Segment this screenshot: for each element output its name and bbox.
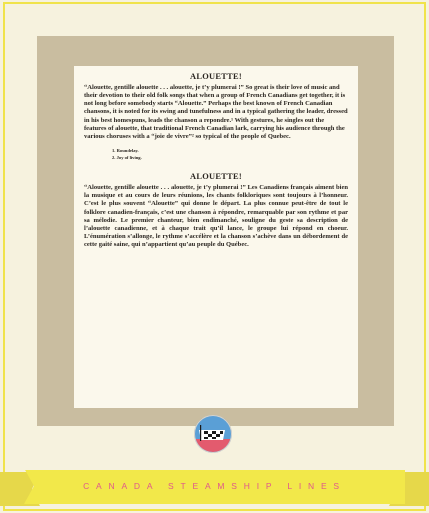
text-card xyxy=(74,66,358,408)
footnotes xyxy=(112,147,348,161)
french-title: ALOUETTE! xyxy=(189,172,243,182)
company-flag-emblem-icon xyxy=(193,414,233,454)
french-body: “Alouette, gentille alouette . . . alouette, je t’y plumerai !” Les Canadiens français aiment bien la musique et au cours de leurs réunions, les chants folkloriques sont toujours à l’honneur. C’est le plus souvent “Alouette” qui donne le départ. La plus connue peut-être de tout le folklore canadien-français, c’est une chanson à répondre, remarquable par son rythme et par sa mélodie. Le premier chanteur, bien endimanché, souligne du geste sa description de l’alouette canadienne, et à chaque trait qu’il lance, le groupe lui répond en choeur. L’énumération s’allonge, le rythme s’accélère et la chanson s’achève dans un débordement de cette gaité saine, qui n’appartient qu’au peuple du Québec. xyxy=(84,184,348,249)
footnote-2: 2. Joy of living. xyxy=(112,155,142,161)
english-body: “Alouette, gentille alouette . . . alouette, je t’y plumerai !” So great is their love of music and their devotion to their old folk songs that when a group of French Canadians get together, it is not long before somebody starts “Alouette.” Perhaps the best known of French Canadian chansons, it is noted for its swing and tunefulness and in a typical gathering the leader, dressed in his best homespuns, leads the chanson a repondre.¹ With gestures, he singles out the features of alouette, that traditional French Canadian lark, carrying his audience through the various choruses with a “joie de vivre”² so typical of the people of Quebec. xyxy=(84,84,348,140)
english-title: ALOUETTE! xyxy=(189,72,243,81)
company-name-banner-text: CANADA STEAMSHIP LINES xyxy=(83,481,346,491)
footnote-1: 1. Roundelay. xyxy=(112,148,139,154)
